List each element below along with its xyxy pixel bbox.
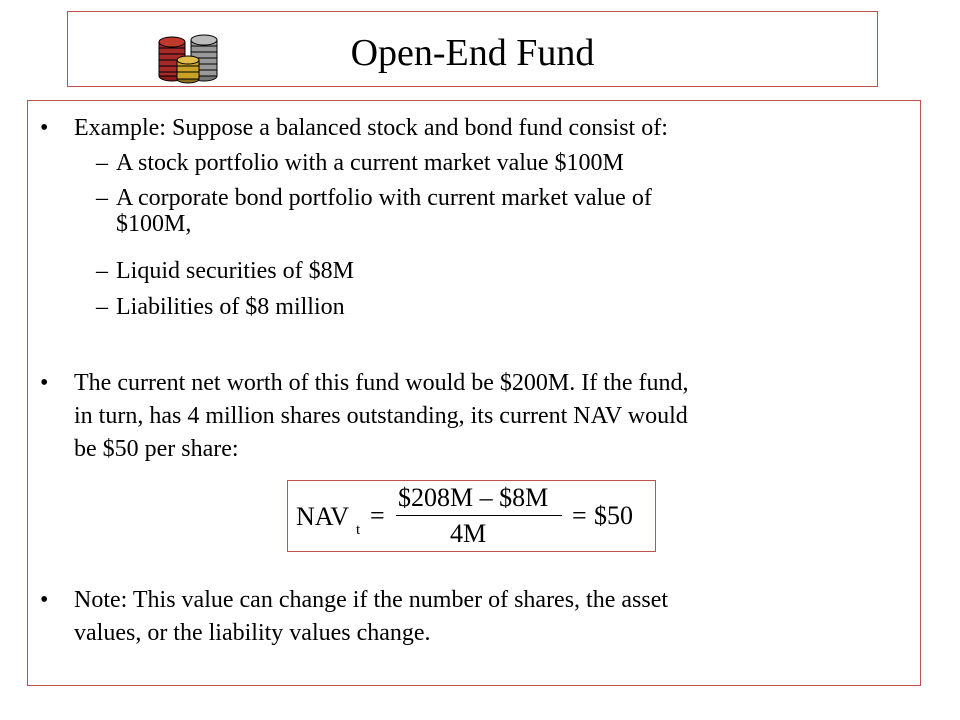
dash-marker: – bbox=[96, 258, 108, 284]
formula-result: $50 bbox=[594, 501, 633, 530]
formula-lhs: NAV bbox=[296, 502, 349, 531]
bullet-networth-line2: in turn, has 4 million shares outstanding, its current NAV would bbox=[74, 403, 688, 429]
sub-bullet-bond-line1: A corporate bond portfolio with current market value of bbox=[116, 185, 652, 211]
slide-title: Open-End Fund bbox=[350, 32, 595, 74]
sub-bullet-liabilities: Liabilities of $8 million bbox=[116, 294, 345, 320]
bullet-networth-line1: The current net worth of this fund would be $200M. If the fund, bbox=[74, 370, 689, 396]
bullet-marker: • bbox=[40, 370, 49, 396]
dash-marker: – bbox=[96, 185, 108, 211]
bullet-marker: • bbox=[40, 587, 49, 613]
bullet-example: Example: Suppose a balanced stock and bond fund consist of: bbox=[74, 115, 668, 141]
dash-marker: – bbox=[96, 150, 108, 176]
title-box bbox=[67, 11, 878, 87]
fraction-bar bbox=[396, 515, 562, 516]
bullet-networth-line3: be $50 per share: bbox=[74, 436, 239, 462]
bullet-note-line2: values, or the liability values change. bbox=[74, 620, 431, 646]
formula-denominator: 4M bbox=[450, 519, 487, 548]
formula-numerator: $208M – $8M bbox=[398, 483, 549, 512]
sub-bullet-stock: A stock portfolio with a current market value $100M bbox=[116, 150, 624, 176]
sub-bullet-bond-line2: $100M, bbox=[116, 211, 192, 237]
formula-equals: = bbox=[370, 501, 385, 530]
bullet-marker: • bbox=[40, 115, 49, 141]
formula-lhs-subscript: t bbox=[356, 522, 361, 538]
nav-formula bbox=[287, 480, 656, 552]
sub-bullet-liquid: Liquid securities of $8M bbox=[116, 258, 354, 284]
bullet-note-line1: Note: This value can change if the number of shares, the asset bbox=[74, 587, 669, 613]
formula-equals: = bbox=[572, 501, 587, 530]
dash-marker: – bbox=[96, 294, 108, 320]
